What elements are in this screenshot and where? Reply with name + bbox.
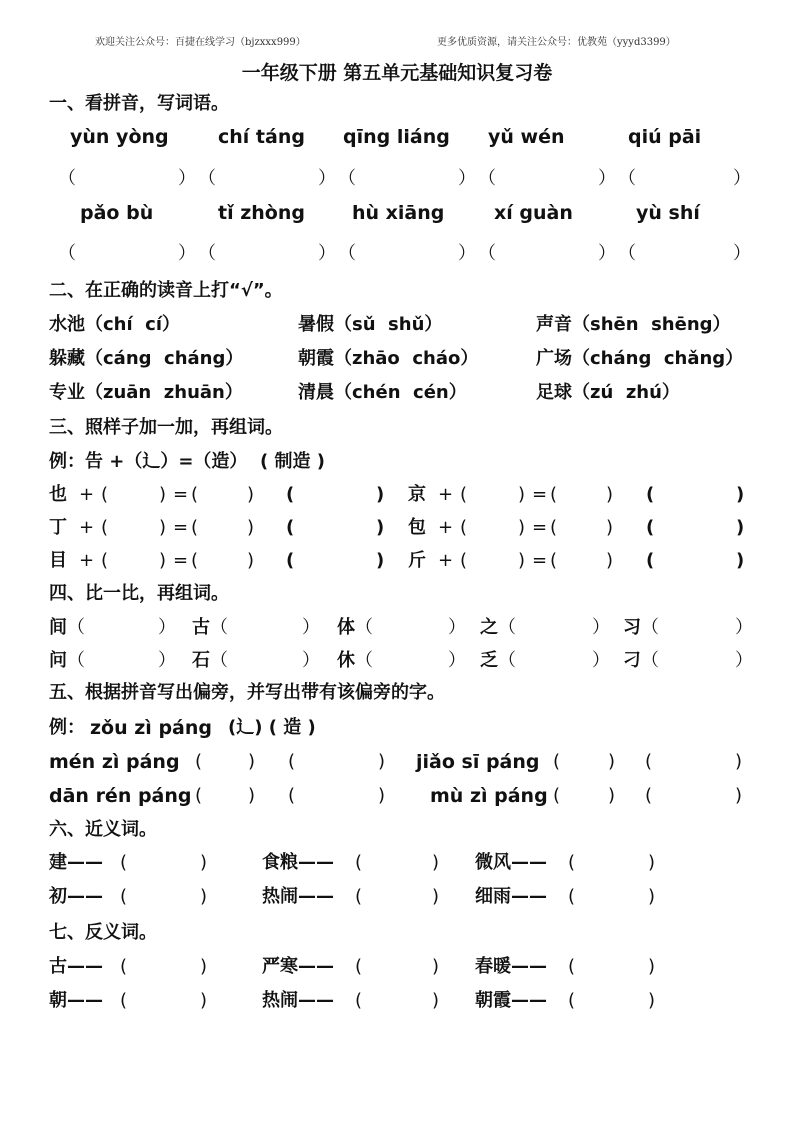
close-paren: ) [735,751,743,772]
pinyin-prompt: yù shí [636,202,700,224]
open-paren: ( [553,785,561,806]
close-paren: ) [378,785,386,806]
answer-close-paren: ） [458,168,476,189]
close-paren: ) [248,751,256,772]
close-paren: ） [735,617,753,638]
answer-close-paren: ） [318,168,336,189]
plus-sign: + [79,484,95,505]
close-paren: ） [448,650,466,671]
pinyin-prompt: yùn yòng [70,126,169,148]
word-open-paren: ( [286,517,295,538]
plus-sign: + [438,517,454,538]
open-paren: ( [120,852,128,873]
open-paren: ( [191,517,199,538]
close-paren: ) [378,751,386,772]
compare-character: 石 [192,650,210,671]
word-prompt: 建—— [49,852,103,873]
close-paren: ) [648,852,656,873]
close-paren: ) [606,517,614,538]
section-6-heading: 六、近义词。 [49,819,157,840]
compare-character: 古 [192,617,210,638]
open-paren: （ [67,650,85,671]
close-paren: ) [648,990,656,1011]
open-paren: ( [553,751,561,772]
section-5-example-answer: (辶) ( 造 ) [228,717,316,738]
close-paren: ） [158,650,176,671]
close-paren: ） [448,617,466,638]
open-paren: ( [355,956,363,977]
word-close-paren: ) [376,484,385,505]
open-paren: ( [195,785,203,806]
base-character: 斤 [408,550,426,571]
answer-close-paren: ） [178,168,196,189]
pinyin-prompt: pǎo bù [80,202,154,224]
open-paren: （ [210,650,228,671]
close-paren: ) [200,886,208,907]
close-paren: ) [648,956,656,977]
equals-sign: = [532,550,548,571]
open-paren: ( [288,785,296,806]
open-paren: ( [355,852,363,873]
open-paren: ( [645,785,653,806]
answer-open-paren: （ [618,168,636,189]
close-paren: ） [302,617,320,638]
word-close-paren: ) [376,517,385,538]
open-paren: ( [568,886,576,907]
open-paren: ( [568,956,576,977]
section-5-example-pinyin: zǒu zì páng [90,717,212,739]
word-close-paren: ) [376,550,385,571]
compare-character: 间 [49,617,67,638]
word-prompt: 春暖—— [475,956,547,977]
close-paren: ) [247,550,255,571]
answer-close-paren: ） [458,243,476,264]
section-4-heading: 四、比一比，再组词。 [49,583,229,604]
base-character: 目 [49,550,67,571]
close-paren: ) [247,517,255,538]
plus-sign: + [438,550,454,571]
open-paren: ( [195,751,203,772]
pronunciation-item: 声音（shēn shēng） [536,314,731,335]
pinyin-prompt: chí táng [218,126,305,148]
word-prompt: 严寒—— [262,956,334,977]
open-paren: ( [460,484,468,505]
open-paren: ( [120,956,128,977]
page-title: 一年级下册 第五单元基础知识复习卷 [241,62,553,84]
word-open-paren: ( [646,550,655,571]
answer-open-paren: （ [58,243,76,264]
open-paren: ( [568,852,576,873]
compare-character: 休 [337,650,355,671]
equals-sign: = [532,517,548,538]
close-paren: ) [159,517,167,538]
radical-pinyin: mù zì páng [430,785,548,807]
open-paren: （ [355,617,373,638]
close-paren: ) [608,751,616,772]
compare-character: 问 [49,650,67,671]
section-7-heading: 七、反义词。 [49,922,157,943]
open-paren: （ [210,617,228,638]
close-paren: ) [159,550,167,571]
base-character: 丁 [49,517,67,538]
close-paren: ) [247,484,255,505]
word-prompt: 初—— [49,886,103,907]
answer-open-paren: （ [618,243,636,264]
answer-open-paren: （ [198,168,216,189]
open-paren: （ [498,650,516,671]
section-5-example-label: 例： [49,717,85,738]
radical-pinyin: mén zì páng [49,751,180,773]
pronunciation-item: 清晨（chén cén） [298,382,467,403]
word-open-paren: ( [286,484,295,505]
word-close-paren: ) [736,550,745,571]
open-paren: ( [550,550,558,571]
section-2-heading: 二、在正确的读音上打“√”。 [49,280,283,301]
base-character: 京 [408,484,426,505]
open-paren: ( [120,886,128,907]
equals-sign: = [532,484,548,505]
close-paren: ) [608,785,616,806]
pronunciation-item: 足球（zú zhú） [536,382,680,403]
word-prompt: 朝—— [49,990,103,1011]
word-open-paren: ( [646,484,655,505]
open-paren: （ [498,617,516,638]
close-paren: ) [606,484,614,505]
answer-open-paren: （ [478,243,496,264]
pinyin-prompt: xí guàn [494,202,573,224]
close-paren: ) [432,886,440,907]
pronunciation-item: 广场（cháng chǎng） [536,348,744,369]
answer-close-paren: ） [733,243,751,264]
open-paren: ( [288,751,296,772]
close-paren: ) [200,990,208,1011]
open-paren: （ [67,617,85,638]
answer-close-paren: ） [318,243,336,264]
open-paren: ( [101,484,109,505]
answer-close-paren: ） [178,243,196,264]
pronunciation-item: 暑假（sǔ shǔ） [298,314,443,335]
pronunciation-item: 朝霞（zhāo cháo） [298,348,479,369]
word-close-paren: ) [736,484,745,505]
open-paren: ( [355,990,363,1011]
word-prompt: 食粮—— [262,852,334,873]
word-prompt: 朝霞—— [475,990,547,1011]
answer-open-paren: （ [198,243,216,264]
pronunciation-item: 躲藏（cáng cháng） [49,348,244,369]
close-paren: ) [432,990,440,1011]
close-paren: ) [432,956,440,977]
open-paren: ( [101,517,109,538]
radical-pinyin: dān rén páng [49,785,192,807]
section-5-heading: 五、根据拼音写出偏旁，并写出带有该偏旁的字。 [49,682,445,703]
open-paren: ( [645,751,653,772]
answer-close-paren: ） [598,243,616,264]
word-open-paren: ( [646,517,655,538]
close-paren: ) [648,886,656,907]
close-paren: ) [518,484,526,505]
close-paren: ) [518,517,526,538]
answer-open-paren: （ [338,243,356,264]
equals-sign: = [173,550,189,571]
compare-character: 之 [480,617,498,638]
word-open-paren: ( [286,550,295,571]
open-paren: ( [550,517,558,538]
answer-open-paren: （ [58,168,76,189]
pinyin-prompt: qiú pāi [628,126,702,148]
pinyin-prompt: qīng liáng [343,126,450,148]
compare-character: 习 [623,617,641,638]
word-prompt: 古—— [49,956,103,977]
word-close-paren: ) [736,517,745,538]
open-paren: （ [355,650,373,671]
answer-close-paren: ） [598,168,616,189]
open-paren: ( [550,484,558,505]
close-paren: ） [592,617,610,638]
word-prompt: 热闹—— [262,886,334,907]
close-paren: ) [248,785,256,806]
close-paren: ） [158,617,176,638]
open-paren: ( [191,550,199,571]
open-paren: ( [460,550,468,571]
close-paren: ） [735,650,753,671]
close-paren: ) [159,484,167,505]
compare-character: 体 [337,617,355,638]
close-paren: ) [432,852,440,873]
open-paren: ( [460,517,468,538]
close-paren: ) [200,852,208,873]
close-paren: ） [302,650,320,671]
close-paren: ） [592,650,610,671]
pinyin-prompt: hù xiāng [352,202,445,224]
header-left: 欢迎关注公众号：百捷在线学习（bjzxxx999） [95,37,306,48]
equals-sign: = [173,517,189,538]
section-3-example: 例：告 +（辶）=（造） ( 制造 ) [49,451,325,472]
plus-sign: + [79,550,95,571]
pinyin-prompt: tǐ zhòng [218,202,305,224]
open-paren: ( [568,990,576,1011]
header-right: 更多优质资源，请关注公众号：优教苑（yyyd3399） [437,37,676,48]
word-prompt: 细雨—— [475,886,547,907]
pinyin-prompt: yǔ wén [488,126,565,148]
open-paren: ( [355,886,363,907]
pronunciation-item: 专业（zuān zhuān） [49,382,243,403]
radical-pinyin: jiǎo sī páng [416,751,540,773]
section-3-heading: 三、照样子加一加，再组词。 [49,417,283,438]
compare-character: 乏 [480,650,498,671]
pronunciation-item: 水池（chí cí） [49,314,181,335]
open-paren: （ [641,650,659,671]
answer-open-paren: （ [338,168,356,189]
answer-open-paren: （ [478,168,496,189]
close-paren: ) [518,550,526,571]
word-prompt: 微风—— [475,852,547,873]
plus-sign: + [79,517,95,538]
section-1-heading: 一、看拼音，写词语。 [49,93,229,114]
close-paren: ) [200,956,208,977]
open-paren: （ [641,617,659,638]
close-paren: ) [735,785,743,806]
base-character: 包 [408,517,426,538]
open-paren: ( [191,484,199,505]
plus-sign: + [438,484,454,505]
base-character: 也 [49,484,67,505]
equals-sign: = [173,484,189,505]
open-paren: ( [101,550,109,571]
answer-close-paren: ） [733,168,751,189]
word-prompt: 热闹—— [262,990,334,1011]
open-paren: ( [120,990,128,1011]
compare-character: 刁 [623,650,641,671]
close-paren: ) [606,550,614,571]
